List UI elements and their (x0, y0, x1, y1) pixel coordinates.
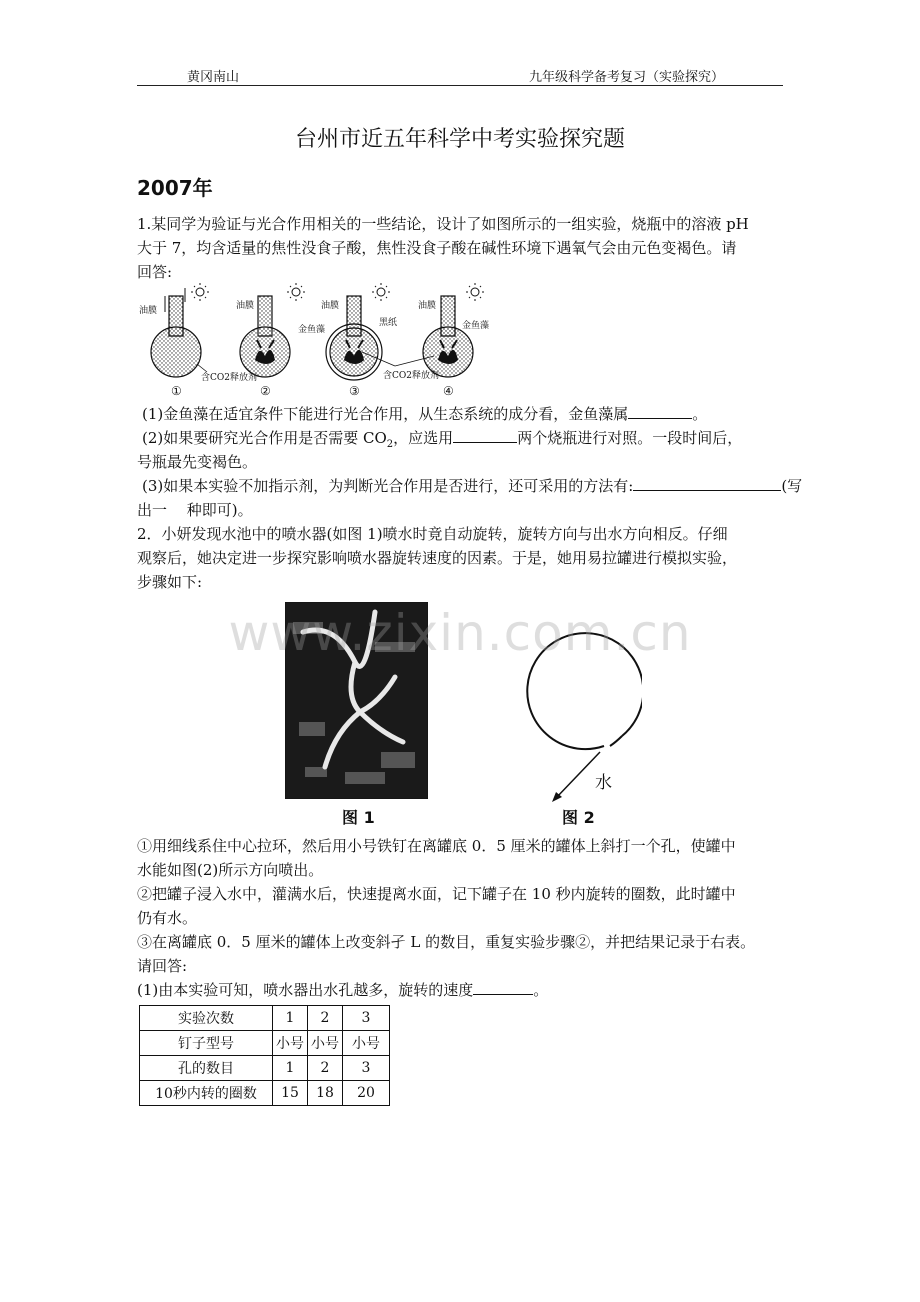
water-label: 水 (595, 773, 612, 793)
sun-icon (466, 283, 484, 301)
header-rule (137, 85, 783, 86)
q1-sub2: (2)如果要研究光合作用是否需要 $CO_2$，应选用 两个烧瓶进行对照。一段时间后， (142, 429, 743, 450)
q1-sub2-blank[interactable] (453, 428, 517, 443)
sun-icon (191, 283, 209, 301)
table-cell: 20 (343, 1081, 390, 1106)
table-cell: 1 (273, 1006, 308, 1031)
table-cell: 2 (308, 1006, 343, 1031)
label-oil-1: 油膜 (139, 306, 158, 316)
q1-intro-line1: 1.某同学为验证与光合作用相关的一些结论，设计了如图所示的一组实验，烧瓶中的溶液 pH (137, 215, 749, 233)
table-row (140, 1031, 390, 1056)
table-cell: 实验次数 (140, 1006, 273, 1031)
table-cell: 18 (308, 1081, 343, 1106)
q1-sub3-line2: 出一 种即可)。 (137, 501, 253, 519)
q1-sub3-blank[interactable] (633, 476, 781, 491)
q2-step2-line1: ②把罐子浸入水中，灌满水后，快速提离水面，记下罐子在 10 秒内旋转的圈数，此时罐中 (137, 885, 736, 903)
q1-intro-line3: 回答: (137, 263, 173, 281)
q1-sub1-blank[interactable] (628, 404, 692, 419)
q1-sub1: (1)金鱼藻在适宜条件下能进行光合作用，从生态系统的成分看，金鱼藻属 。 (142, 405, 708, 423)
header-left: 黄冈南山 (187, 70, 240, 85)
label-oil-2: 油膜 (236, 301, 255, 311)
table-cell: 3 (343, 1056, 390, 1081)
q2-intro-line1: 2．小妍发现水池中的喷水器(如图 1)喷水时竟自动旋转，旋转方向与出水方向相反。仔细 (137, 525, 728, 543)
table-cell: 小号 (343, 1031, 390, 1056)
flask-number-4: ④ (443, 384, 454, 398)
q2-sub1-blank[interactable] (473, 980, 533, 995)
label-co2-1: 含CO2释放剂 (201, 373, 258, 383)
table-cell: 1 (273, 1056, 308, 1081)
table-row (140, 1056, 390, 1081)
table-row (140, 1006, 390, 1031)
fig2-caption: 图 2 (562, 808, 595, 827)
label-oil-4: 油膜 (418, 301, 437, 311)
header-right: 九年级科学备考复习（实验探究） (529, 70, 725, 85)
label-co2-2: 含CO2释放剂 (383, 371, 440, 381)
sun-icon (372, 283, 390, 301)
table-cell: 小号 (273, 1031, 308, 1056)
q1-sub2-line2: 号瓶最先变褐色。 (137, 453, 258, 471)
table-cell: 10秒内转的圈数 (140, 1081, 273, 1106)
fig1-caption: 图 1 (342, 808, 375, 827)
flask-1 (151, 288, 201, 377)
q2-step2-line2: 仍有水。 (137, 909, 198, 927)
flask-number-3: ③ (349, 384, 360, 398)
table-cell: 孔的数目 (140, 1056, 273, 1081)
watermark: www.zixin.com.cn (228, 604, 692, 662)
q2-sub1: (1)由本实验可知，喷水器出水孔越多，旋转的速度 。 (137, 981, 549, 999)
flask-number-1: ① (171, 384, 182, 398)
sun-icon (287, 283, 305, 301)
label-oil-3: 油膜 (321, 301, 340, 311)
table-cell: 小号 (308, 1031, 343, 1056)
table-cell: 15 (273, 1081, 308, 1106)
label-algae-2: 金鱼藻 (298, 325, 326, 335)
table-cell: 钉子型号 (140, 1031, 273, 1056)
table-row (140, 1081, 390, 1106)
q2-step3-line2: 请回答: (137, 957, 188, 975)
q2-step3-line1: ③在离罐底 0．5 厘米的罐体上改变斜孑 L 的数目，重复实验步骤②，并把结果记录于右表。 (137, 933, 756, 951)
q1-intro-line2: 大于 7，均含适量的焦性没食子酸，焦性没食子酸在碱性环境下遇氧气会由元色变褐色。请 (137, 239, 737, 257)
year-heading: 2007年 (137, 176, 213, 200)
label-algae-4: 金鱼藻 (462, 321, 490, 331)
label-black-paper: 黑纸 (379, 318, 398, 328)
table-cell: 3 (343, 1006, 390, 1031)
flask-number-2: ② (260, 384, 271, 398)
q1-sub3: (3)如果本实验不加指示剂，为判断光合作用是否进行，还可采用的方法有: (写 (142, 477, 803, 495)
q2-step1-line1: ①用细线系住中心拉环，然后用小号铁钉在离罐底 0．5 厘米的罐体上斜打一个孔，使罐中 (137, 837, 736, 855)
q2-step1-line2: 水能如图(2)所示方向喷出。 (137, 861, 324, 879)
results-table (139, 1005, 390, 1106)
q2-intro-line2: 观察后，她决定进一步探究影响喷水器旋转速度的因素。于是，她用易拉罐进行模拟实验， (137, 549, 738, 567)
page-title: 台州市近五年科学中考实验探究题 (294, 127, 625, 152)
q2-intro-line3: 步骤如下: (137, 573, 203, 591)
table-cell: 2 (308, 1056, 343, 1081)
